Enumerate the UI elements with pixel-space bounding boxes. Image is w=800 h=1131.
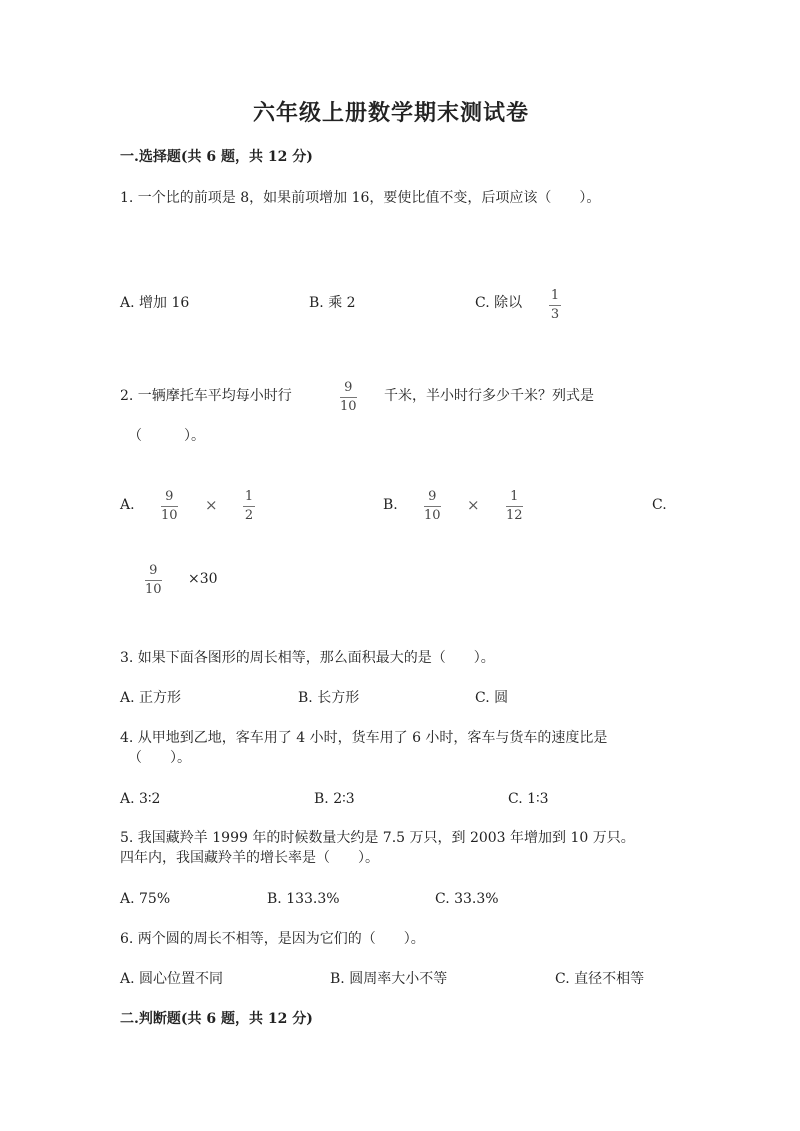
question-2-fraction [340, 380, 357, 414]
section-heading-judgment: 二.判断题(共 6 题，共 12 分) [120, 1011, 313, 1027]
question-2-option-a-fraction-1 [161, 489, 178, 523]
fraction-denominator: 10 [340, 399, 357, 414]
page-title: 六年级上册数学期末测试卷 [253, 100, 530, 126]
question-6-option-a: A. 圆心位置不同 [120, 971, 224, 987]
fraction-bar [243, 506, 255, 507]
fraction-denominator: 3 [550, 307, 560, 322]
question-2-option-b-fraction-1 [424, 489, 441, 523]
question-1-option-b: B. 乘 2 [309, 295, 356, 311]
fraction-denominator: 10 [161, 508, 178, 523]
times-sign: × [467, 496, 480, 514]
question-5-option-a: A. 75% [120, 891, 171, 907]
fraction-bar [424, 506, 441, 507]
fraction-numerator: 9 [344, 380, 353, 395]
question-4-line1: 4. 从甲地到乙地，客车用了 4 小时，货车用了 6 小时，客车与货车的速度比是 [120, 730, 608, 746]
fraction-denominator: 10 [145, 582, 162, 597]
question-1-text: 1. 一个比的前项是 8，如果前项增加 16，要使比值不变，后项应该（ ）。 [120, 190, 601, 206]
question-5-line1: 5. 我国藏羚羊 1999 年的时候数量大约是 7.5 万只，到 2003 年增加到 10 万只。 [120, 830, 635, 846]
fraction-bar [549, 305, 561, 306]
question-1-option-a: A. 增加 16 [120, 295, 190, 311]
fraction-numerator: 9 [165, 489, 174, 504]
question-2-option-a: A. [120, 497, 135, 513]
section-heading-choice: 一.选择题(共 6 题，共 12 分) [120, 149, 313, 165]
question-1-option-c: C. 除以 [475, 295, 523, 311]
fraction-bar [340, 397, 357, 398]
question-2-text-line2: （ ）。 [128, 428, 205, 444]
question-1-option-c-fraction [549, 288, 561, 322]
question-3-text: 3. 如果下面各图形的周长相等，那么面积最大的是（ ）。 [120, 650, 495, 666]
question-2-option-c-tail: ×30 [188, 571, 218, 587]
question-3-option-a: A. 正方形 [120, 690, 182, 706]
fraction-numerator: 1 [244, 489, 254, 504]
question-3-option-b: B. 长方形 [298, 690, 360, 706]
question-3-option-c: C. 圆 [475, 690, 509, 706]
question-2-text-after: 千米，半小时行多少千米？列式是 [384, 388, 594, 404]
question-2-option-a-fraction-2 [243, 489, 255, 523]
fraction-numerator: 9 [149, 563, 158, 578]
question-4-line2: （ ）。 [128, 750, 191, 766]
question-4-option-a: A. 3∶2 [120, 791, 161, 807]
fraction-bar [506, 506, 523, 507]
question-6-option-c: C. 直径不相等 [555, 971, 645, 987]
question-2-option-b-fraction-2 [506, 489, 523, 523]
question-5-option-b: B. 133.3% [267, 891, 340, 907]
question-4-option-c: C. 1∶3 [508, 791, 549, 807]
question-2-option-c: C. [652, 497, 667, 513]
fraction-denominator: 2 [244, 508, 254, 523]
fraction-numerator: 1 [550, 288, 560, 303]
times-sign: × [205, 496, 218, 514]
fraction-bar [145, 580, 162, 581]
fraction-numerator: 9 [428, 489, 437, 504]
fraction-denominator: 12 [506, 508, 523, 523]
question-6-text: 6. 两个圆的周长不相等，是因为它们的（ ）。 [120, 931, 425, 947]
question-6-option-b: B. 圆周率大小不等 [330, 971, 448, 987]
question-5-option-c: C. 33.3% [435, 891, 499, 907]
fraction-bar [161, 506, 178, 507]
question-2-option-b: B. [383, 497, 398, 513]
question-2-text-before: 2. 一辆摩托车平均每小时行 [120, 388, 292, 404]
question-4-option-b: B. 2∶3 [314, 791, 355, 807]
question-2-option-c-fraction [145, 563, 162, 597]
fraction-denominator: 10 [424, 508, 441, 523]
fraction-numerator: 1 [510, 489, 519, 504]
question-5-line2: 四年内，我国藏羚羊的增长率是（ ）。 [120, 850, 379, 866]
